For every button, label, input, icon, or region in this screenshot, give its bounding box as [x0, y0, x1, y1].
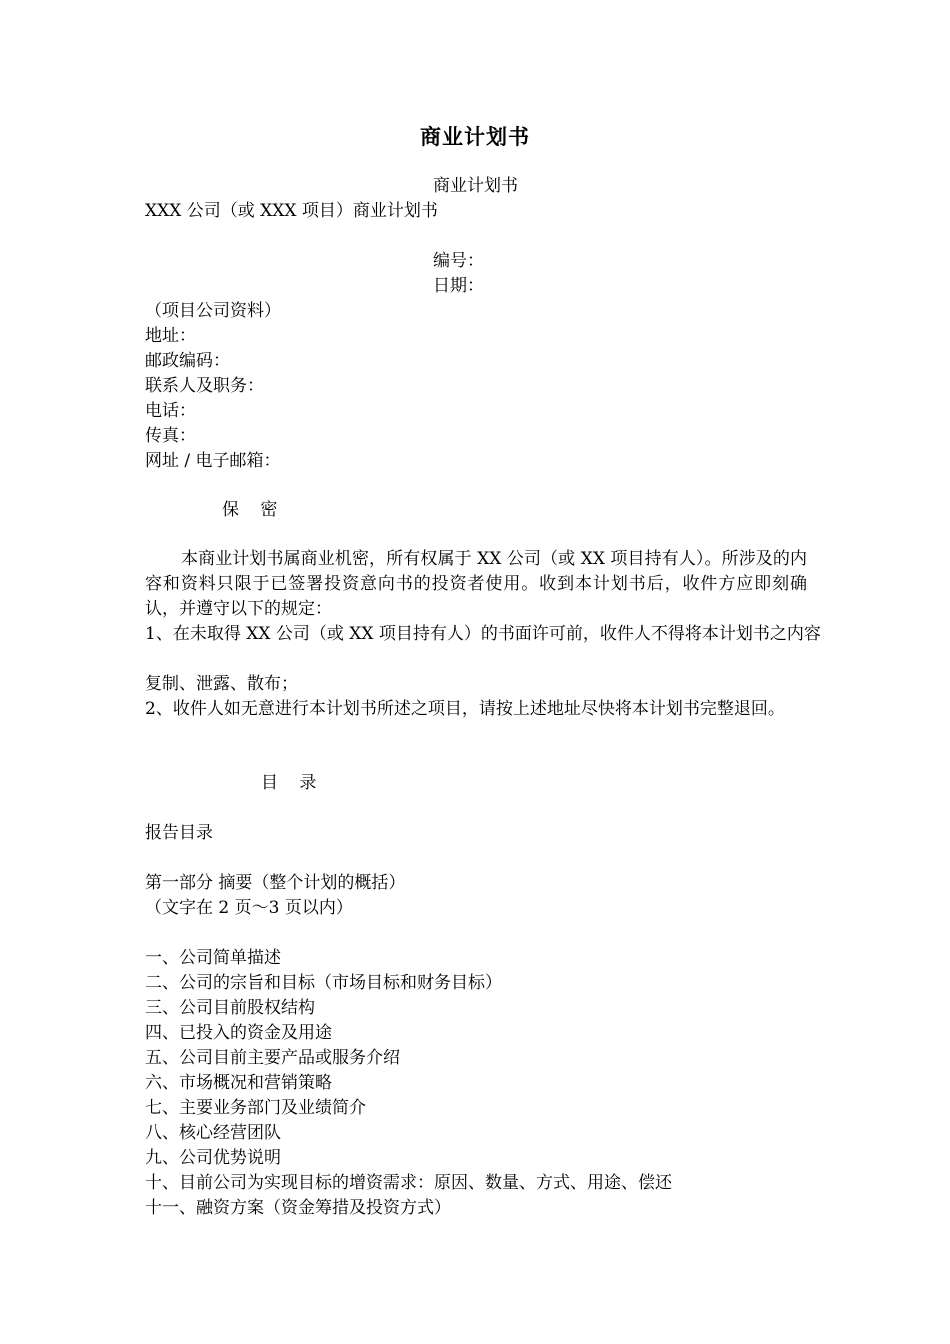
- part1-note: （文字在 2 页～3 页以内）: [145, 898, 353, 918]
- number-label: 编号：: [433, 251, 484, 271]
- document-title: 商业计划书: [420, 125, 530, 149]
- toc-item: 六、市场概况和营销策略: [145, 1073, 332, 1093]
- toc-item: 八、核心经营团队: [145, 1123, 281, 1143]
- toc-item: 四、已投入的资金及用途: [145, 1023, 332, 1043]
- contact-label: 联系人及职务：: [145, 376, 264, 396]
- toc-item: 十、目前公司为实现目标的增资需求：原因、数量、方式、用途、偿还: [145, 1173, 672, 1193]
- part1-title: 第一部分 摘要（整个计划的概括）: [145, 873, 406, 893]
- toc-item: 三、公司目前股权结构: [145, 998, 315, 1018]
- toc-item: 一、公司简单描述: [145, 948, 281, 968]
- address-label: 地址：: [145, 326, 196, 346]
- phone-label: 电话：: [145, 401, 196, 421]
- confidential-rule-1: 1、在未取得 XX 公司（或 XX 项目持有人）的书面许可前，收件人不得将本计划书之内容: [145, 624, 821, 644]
- toc-item: 九、公司优势说明: [145, 1148, 281, 1168]
- confidential-rule-2: 2、收件人如无意进行本计划书所述之项目，请按上述地址尽快将本计划书完整退回。: [145, 699, 785, 719]
- document-subtitle: 商业计划书: [433, 176, 518, 196]
- confidential-heading: 保 密: [222, 500, 286, 520]
- toc-item: 二、公司的宗旨和目标（市场目标和财务目标）: [145, 973, 502, 993]
- toc-item: 七、主要业务部门及业绩简介: [145, 1098, 366, 1118]
- toc-item: 五、公司目前主要产品或服务介绍: [145, 1048, 400, 1068]
- toc-item: 十一、融资方案（资金筹措及投资方式）: [145, 1198, 451, 1218]
- report-toc-label: 报告目录: [145, 823, 213, 843]
- company-info-heading: （项目公司资料）: [145, 301, 281, 321]
- company-plan-title: XXX 公司（或 XXX 项目）商业计划书: [145, 201, 438, 221]
- confidential-paragraph: 本商业计划书属商业机密，所有权属于 XX 公司（或 XX 项目持有人）。所涉及的内容和资料只限于已签署投资意向书的投资者使用。收到本计划书后，收件方应即刻确认，并遵守以下的规定：: [145, 549, 807, 619]
- website-email-label: 网址 / 电子邮箱：: [145, 451, 281, 471]
- date-label: 日期：: [433, 276, 484, 296]
- confidential-rule-1-line2: 复制、泄露、散布；: [145, 674, 298, 694]
- toc-heading: 目 录: [261, 773, 325, 793]
- postcode-label: 邮政编码：: [145, 351, 230, 371]
- fax-label: 传真：: [145, 426, 196, 446]
